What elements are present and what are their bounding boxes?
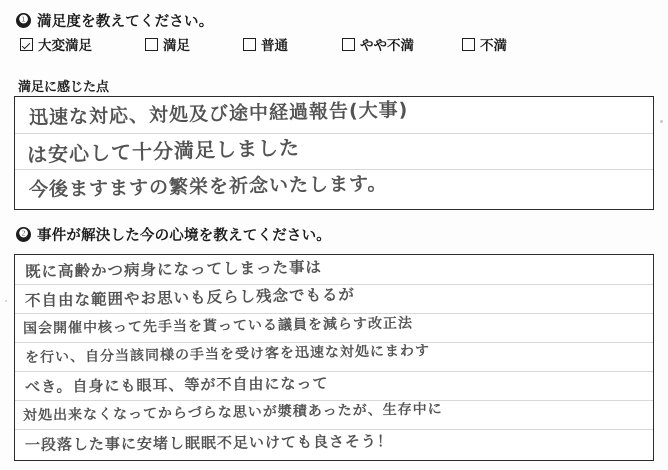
question-2-answer-box[interactable] [14, 254, 654, 461]
handwriting-line: 迅速な対応、対処及び途中経過報告(大事) [28, 99, 409, 129]
option-futsuu[interactable] [243, 34, 288, 54]
checkbox-icon[interactable] [243, 38, 256, 51]
question-1-options [16, 34, 652, 56]
handwriting-area-1 [15, 97, 653, 209]
paper-speck [5, 300, 7, 302]
option-label: 普通 [261, 38, 288, 53]
question-1-text: 満足度を教えてください。 [37, 14, 214, 30]
handwriting-line: を行い、自分当該同様の手当を受け客を迅速な対処にまわす [24, 342, 431, 366]
option-label: 不満 [480, 38, 507, 53]
handwriting-line: 既に高齢かつ病身になってしまった事は [24, 258, 323, 281]
checkbox-icon[interactable] [342, 38, 355, 51]
question-2-heading [16, 224, 331, 245]
option-manzoku[interactable] [145, 34, 190, 54]
handwriting-line: 不自由な範囲やお思いも反らし残念でもるが [24, 285, 356, 310]
question-2-text: 事件が解決した今の心境を教えてください。 [37, 228, 331, 244]
option-fuman[interactable] [462, 34, 507, 54]
handwriting-line: 対処出来なくなってからづらな思いが漿積あったが、生存中に [22, 401, 443, 424]
question-1-heading [16, 10, 213, 31]
option-daihen-manzoku[interactable] [20, 34, 92, 54]
option-label: 大変満足 [38, 38, 92, 53]
option-label: 満足 [163, 38, 190, 53]
checkbox-icon-checked[interactable] [20, 38, 33, 51]
question-2-number: ❷ [16, 227, 31, 242]
option-yaya-fuman[interactable] [342, 34, 414, 54]
checkbox-icon[interactable] [145, 38, 158, 51]
question-1-number: ❶ [16, 13, 31, 28]
checkbox-icon[interactable] [462, 38, 475, 51]
free-text-answer-box[interactable] [14, 96, 654, 210]
handwriting-line: べき。自身にも眼耳、等が不自由になって [24, 374, 329, 396]
free-text-label: 満足に感じた点 [18, 79, 110, 94]
handwriting-line: 国会開催中核って先手当を貰っている議員を減らす改正法 [22, 315, 414, 337]
handwriting-line: 今後ますますの繁栄を祈念いたします。 [28, 172, 388, 201]
paper-speck [660, 120, 663, 123]
handwriting-line: 一段落した事に安堵し眠眠不足いけても良さそう！ [24, 432, 394, 454]
option-label: やや不満 [360, 38, 414, 53]
handwriting-line: は安心して十分満足しました [26, 135, 301, 167]
